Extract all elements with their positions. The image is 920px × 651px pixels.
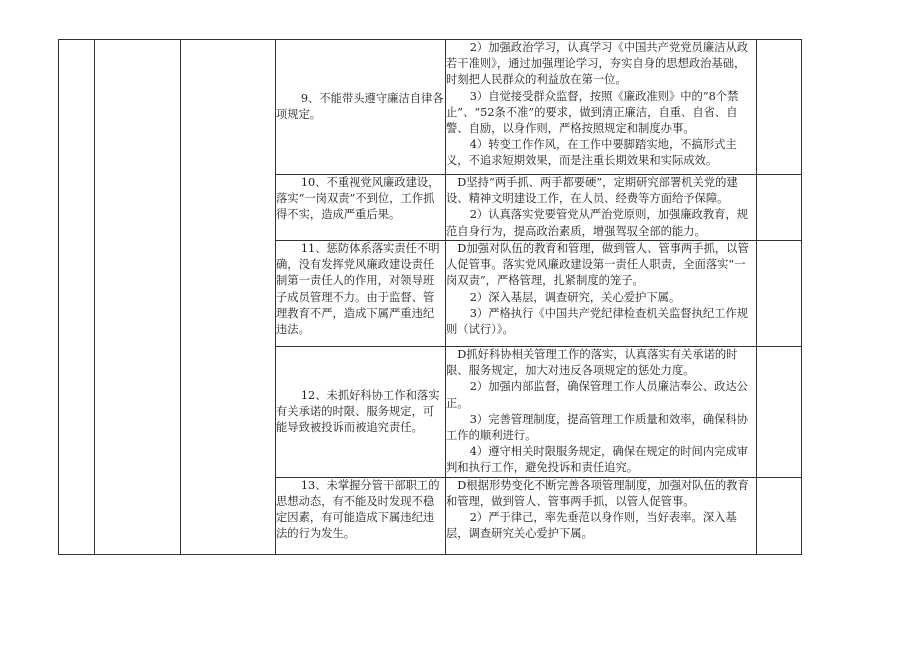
- risk-point-text: 10、不重视党风廉政建设，落实“一岗双责”不到位，工作抓得不实，造成严重后果。: [276, 176, 440, 222]
- risk-control-table: [58, 39, 802, 555]
- risk-point-cell: [276, 175, 446, 241]
- remarks-cell: [757, 477, 802, 554]
- measure-item: D抓好科协相关管理工作的落实，认真落实有关承诺的时限、服务规定，加大对违反各项规定的惩处力度。: [446, 348, 738, 378]
- measure-item: 2）严于律己，率先垂范以身作则，当好表率。深入基层，调查研究关心爱护下属。: [446, 511, 737, 541]
- remarks-cell: [757, 241, 802, 347]
- blank-column-3: [181, 40, 276, 555]
- risk-point-cell: [276, 347, 446, 478]
- risk-point-text: 9、不能带头遵守廉洁自律各项规定。: [276, 91, 444, 121]
- remarks-cell: [757, 347, 802, 478]
- risk-point-text: 11、惩防体系落实责任不明确，没有发挥党风廉政建设责任制第一责任人的作用，对领导班子成员管理不力。由于监督、管理教育不严，造成下属严重违纪违法。: [276, 242, 440, 337]
- measure-item: 2）深入基层，调查研究，关心爱护下属。: [469, 290, 681, 304]
- measure-item: 3）严格执行《中国共产党纪律检查机关监督执纪工作规则（试行）》。: [446, 306, 749, 337]
- risk-point-text: 12、未抓好科协工作和落实有关承诺的时限、服务规定，可能导致被投诉而被追究责任。: [276, 388, 440, 434]
- prevention-measures-cell: [446, 241, 757, 347]
- prevention-measures-cell: [446, 477, 757, 554]
- measure-item: 2）加强政治学习，认真学习《中国共产党党员廉洁从政若干准则》，通过加强理论学习，夯实自身的思想政治基础，时刻把人民群众的利益放在第一位。: [446, 41, 749, 87]
- prevention-measures-cell: [446, 347, 757, 478]
- risk-point-cell: [276, 477, 446, 554]
- remarks-cell: [757, 175, 802, 241]
- remarks-cell: [757, 40, 802, 175]
- measure-item: 2）认真落实党要管党从严治党原则，加强廉政教育，规范自身行为，提高政治素质，增强驾驭全部的能力。: [446, 208, 749, 238]
- risk-point-text: 13、未掌握分管干部职工的思想动态，有不能及时发现不稳定因素，有可能造成下属违纪违法的行为发生。: [276, 478, 440, 541]
- risk-point-cell: [276, 241, 446, 347]
- table-row: [59, 40, 802, 175]
- prevention-measures-cell: [446, 40, 757, 175]
- measure-item: 4）转变工作作风，在工作中要脚踏实地，不搞形式主义，不追求短期效果，而是注重长期效果和实际成效。: [446, 138, 737, 168]
- blank-column-2: [95, 40, 181, 555]
- measure-item: D根据形势变化不断完善各项管理制度，加强对队伍的教育和管理，做到管人、管事两手抓，以管人促管事。: [446, 478, 749, 508]
- measure-item: 2）加强内部监督，确保管理工作人员廉洁奉公、政达公正。: [446, 380, 749, 410]
- measure-item: 4）遵守相关时限服务规定，确保在规定的时间内完成审判和执行工作，避免投诉和责任追究。: [446, 445, 749, 475]
- measure-item: 3）自觉接受群众监督，按照《廉政准则》中的“8个禁止”、“52条不准”的要求，做到清正廉洁，自重、自省、自警、自励，以身作则，严格按照规定和制度办事。: [446, 89, 739, 136]
- prevention-measures-cell: [446, 175, 757, 241]
- risk-point-cell: [276, 40, 446, 175]
- measure-item: 3）完善管理制度，提高管理工作质量和效率，确保科协工作的顺利进行。: [446, 412, 749, 443]
- measure-item: D坚持“两手抓、两手都要硬”，定期研究部署机关党的建设、精神文明建设工作，在人员、经费等方面给予保障。: [446, 176, 738, 206]
- measure-item: D加强对队伍的教育和管理，做到管人、管事两手抓，以管人促管事。落实党风廉政建设第一责任人职责，全面落实“一岗双责”，严格管理，扎紧制度的笼子。: [446, 242, 749, 288]
- blank-column-1: [59, 40, 95, 555]
